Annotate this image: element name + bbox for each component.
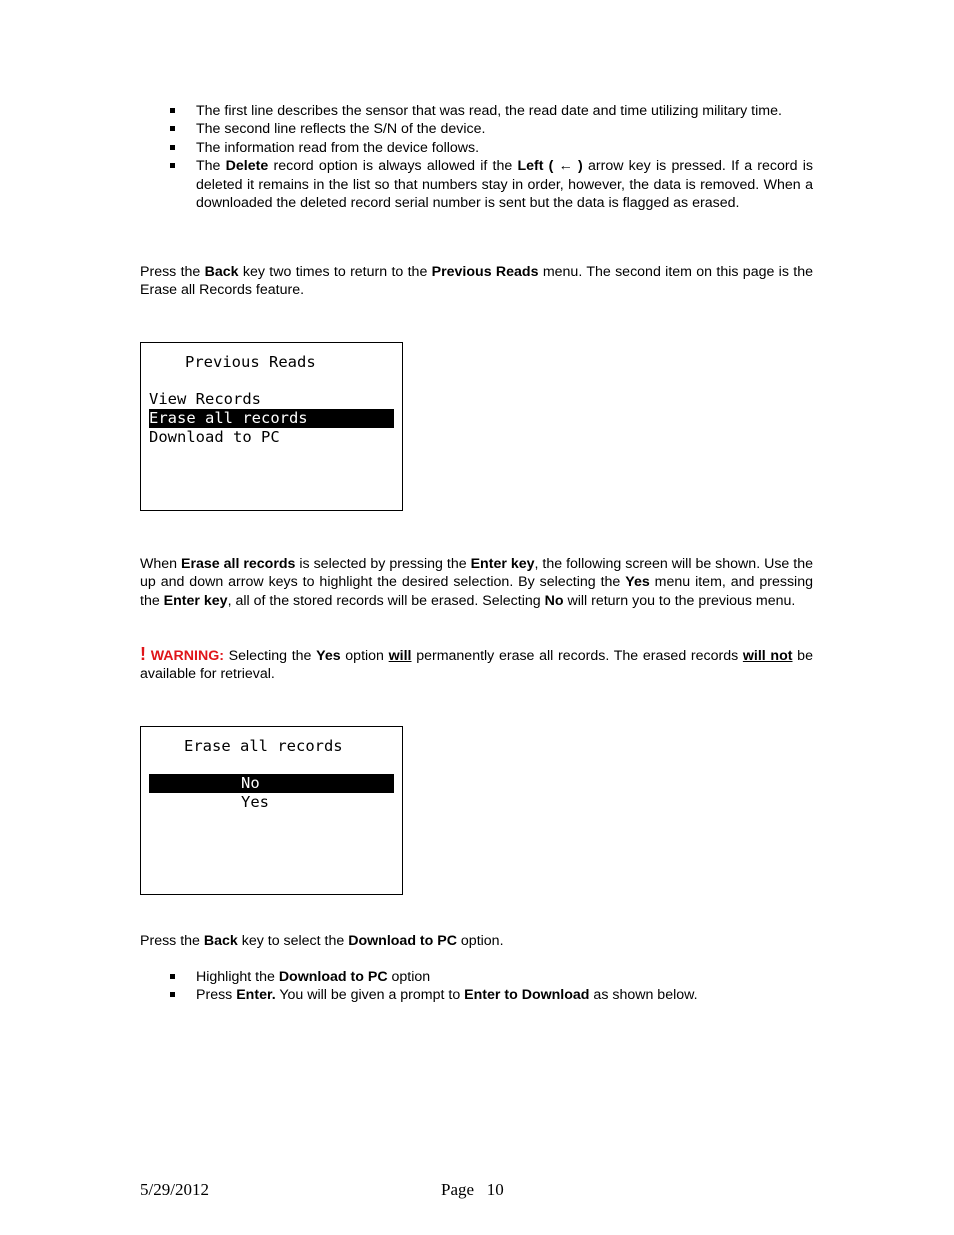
footer-page-number: Page 10: [441, 1180, 504, 1199]
paragraph-warning: ! WARNING: Selecting the Yes option will permanently erase all records. The erased records will not be available for retrieval.: [140, 644, 813, 683]
menu-item-yes: Yes: [241, 793, 269, 811]
square-bullet-icon: [170, 108, 175, 113]
bullet-list-download-steps: [140, 968, 813, 1005]
paragraph-download-to-pc: Press the Back key to select the Download to PC option.: [140, 933, 504, 949]
warning-icon: !: [140, 644, 146, 664]
menu-item-erase-all-records-selected: Erase all records: [149, 409, 394, 428]
device-screen-previous-reads: [140, 342, 403, 511]
menu-item-view-records: View Records: [149, 390, 261, 408]
list-item: The second line reflects the S/N of the device.: [140, 120, 813, 138]
square-bullet-icon: [170, 992, 175, 997]
bullet-list-record-info: [140, 102, 813, 212]
list-item-delete: The Delete record option is always allowed if the Left ( ← ) arrow key is pressed. If a record is deleted it remains in the list so that numbers stay in order, however, the data is removed. When a downloaded the deleted record serial number is sent but the data is flagged as erased.: [140, 157, 813, 212]
list-item: The information read from the device follows.: [140, 139, 813, 157]
menu-item-no-selected: No: [149, 774, 394, 793]
warning-label: WARNING:: [150, 648, 224, 664]
list-item: The first line describes the sensor that was read, the read date and time utilizing military time.: [140, 102, 813, 120]
square-bullet-icon: [170, 145, 175, 150]
device-screen-erase-all-records: [140, 726, 403, 895]
square-bullet-icon: [170, 974, 175, 979]
paragraph-back-to-previous-reads: Press the Back key two times to return to the Previous Reads menu. The second item on this page is the Erase all Records feature.: [140, 264, 813, 299]
screen-title: Erase all records: [184, 737, 343, 755]
list-item: Press Enter. You will be given a prompt to Enter to Download as shown below.: [140, 986, 813, 1004]
screen-title: Previous Reads: [185, 353, 316, 371]
square-bullet-icon: [170, 126, 175, 131]
paragraph-erase-all-records: When Erase all records is selected by pressing the Enter key, the following screen will be shown. Use the up and down arrow keys to highlight the desired selection. By selecting the Yes menu item, and pressing the Enter key, all of the stored records will be erased. Selecting No will return you to the previous menu.: [140, 556, 813, 609]
list-item: Highlight the Download to PC option: [140, 968, 813, 986]
footer-date: 5/29/2012: [140, 1180, 209, 1199]
menu-item-download-to-pc: Download to PC: [149, 428, 280, 446]
square-bullet-icon: [170, 163, 175, 168]
